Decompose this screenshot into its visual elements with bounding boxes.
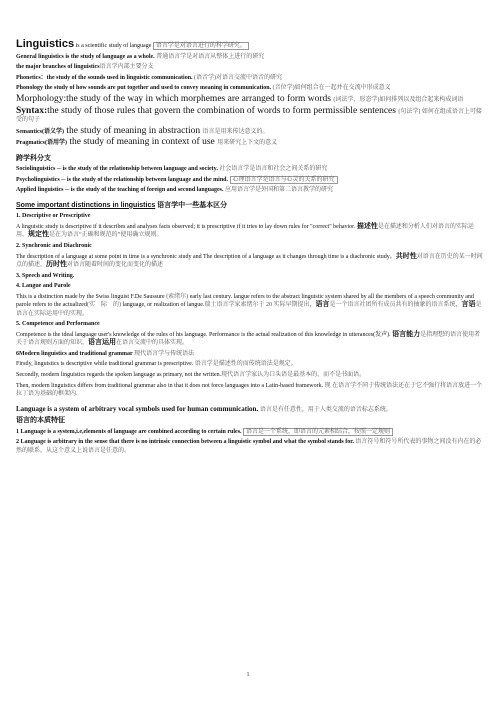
definition-syntax [16,107,484,125]
text-zh-bold: 历时性 [46,260,68,268]
text-zh: 语言是一个系统，即语言的元素相结合，按照一定规则 [243,428,393,436]
text-zh: 瑞士语言学家索绪尔于 20 实际早期提出， [204,302,316,309]
paragraph-synchronic [16,253,484,270]
paragraph-firstly [16,360,484,368]
text-zh-bold: 语言 [315,301,330,309]
text-zh-bold: 描述性 [356,222,378,230]
paragraph-descriptive [16,223,484,240]
text-zh: (音位学)如何组合在一起并在交流中形成意义 [272,85,391,92]
text-zh: 应用语言学是外国和第二语言教学的研究 [225,187,334,194]
distinctions-heading [16,202,484,210]
text-zh: 语言学是描述性的而传统语法是规定。 [194,361,297,368]
text-en: Psycholinguistics ─ is the study of the relationship between language and the mind. [16,176,230,183]
text-zh-bold: 语言运用 [88,339,117,347]
language-features-heading: 语言的本质特征 [16,416,65,424]
definition-psycholinguistics [16,176,484,184]
term-semantics: Semantics [16,128,42,135]
text-en: Phonetics：the study of the sounds used in linguistic communication. [16,74,195,81]
text-en: Language is a system of arbitrary vocal symbols used for human communication. [16,405,260,414]
text-en: is a scientific study of language [74,43,153,49]
definition-semantics [16,127,484,136]
text-en: Secondly, modern linguistics regards the spoken language as primary, not the written. [16,371,222,378]
text-zh: 普通语言学是对语言从整体上进行的研究 [156,53,265,60]
interdisciplinary-heading: 跨学科分支 [16,154,51,162]
text-en: The description of a language at some point in time is a synchronic study and The description of a language as it changes through time is a diachronic study。 [16,253,396,260]
text-en: the study of meaning in abstraction [64,125,203,136]
definition-phonetics [16,74,484,82]
text-en: 6Modern linguistics and traditional grammar [16,350,133,357]
definition-phonology [16,84,484,92]
text-en: Then, modern linguistics differs from traditional grammar also in that it does not force languages into a Latin-based framework. [16,382,325,389]
text-en: This is a distinction made by the Swiss linguist F.De Saussure [16,293,167,300]
term-linguistics: Linguistics [16,38,75,50]
text-zh: 语言是有任意性，用于人类交流的语音标志系统。 [259,407,392,414]
text-en: the major branches of linguistics [16,64,100,71]
term-pragmatics: Pragmatics [16,140,45,147]
paragraph-then [16,382,484,399]
definition-language [16,405,484,414]
text-en: Firstly, linguistics is descriptive while traditional grammar is prescriptive. [16,361,195,368]
term-syntax: Syntax: [16,105,48,116]
text-zh: 是指理想的语言使用者关于语言规则方面的知识， [16,331,481,347]
section-descriptive-prescriptive: 1. Descriptive or Prescriptive [16,213,91,220]
definition-applied-linguistics [16,186,484,194]
text-zh-bold: 共时性 [395,252,417,260]
document-page [16,40,484,457]
text-zh: 对语言随着时间的变化而变化的描述 [67,261,164,268]
text-zh: 是在描述和分析人们对语言的实际运用， [16,223,474,239]
text-zh: (语用学) [45,140,67,147]
text-zh-bold: 规定性 [28,231,50,239]
text-en: Sociolinguistics ─ is the study of the relationship between language and society. [16,166,220,173]
text-en: General linguistics is the study of language as a whole. [16,53,157,60]
text-en: the study of meaning in context of use [67,137,218,148]
text-zh-bold: 言语 [461,301,476,309]
branches-heading [16,63,484,71]
text-en: 1 Language is a system,i.e,elements of language are combined according to certain rules. [16,428,244,435]
text-en: Morphology:the study of the way in which morphemes are arranged to form words [16,93,334,104]
text-zh: 语言是用来传达意义的。 [202,128,269,135]
definition-morphology [16,95,484,104]
text-zh: 在语言交流中的具体实现。 [116,340,189,347]
text-en: A linguistic study is descriptive if it describes and analyses facts observed; it is prescriptive if it tries to lay down rules for "correct" behavior. [16,223,357,230]
text-zh: (实 际 的) [86,302,121,309]
text-zh: 现 在语言学不同于传统语法还在于它不强行将语言放进一个拉丁语为基础的框架内. [16,382,483,397]
text-zh: (索绪尔) [166,293,189,300]
section-langue-parole: 4. Langue and Parole [16,283,71,290]
text-zh: 语言学是对语言进行的科学研究。 [153,42,249,50]
text-en: the study of those rules that govern the combination of words to form permissible sentences [47,105,399,116]
section-speech-writing: 3. Speech and Writing. [16,272,75,279]
text-en: early last century. langue refers to the abstract linguistic system shared by all the members of a speech community and parole refers to the actualized [16,293,474,309]
text-zh: 是一个语言社团所有成员共有的抽象的语言系统， [329,302,462,309]
text-zh: 用来研究上下文的意义 [217,140,278,147]
paragraph-competence [16,331,484,348]
definition-linguistics [16,40,484,50]
text-en: Competence is the ideal language user's knowledge of the rules of his language. Performance is the actual realization of this knowledge in utterances(发声). [16,331,393,338]
section-modern-traditional [16,350,484,358]
text-zh: (句法学) 如何在组成语言上可接受的句子 [16,108,482,123]
feature-arbitrary [16,438,484,455]
paragraph-langue-parole [16,293,484,318]
text-zh: 语言符号和符号所代表的事物之间没有内在的必然的联系，从这个意义上说语言是任意的。 [16,439,482,454]
text-en: 2 Language is arbitrary in the sense that there is no intrinsic connection between a linguistic symbol and what the symbol stands for. [16,439,356,446]
text-zh: 是语言在实际运用中的实现。 [16,302,482,317]
text-en: Some important distinctions in linguistics [16,201,156,209]
text-zh-bold: 语言能力 [392,330,421,338]
text-zh: (语义学) [42,128,64,135]
text-zh: 社会语言学是语言和社会之间关系的研究 [219,166,328,173]
definition-general-linguistics [16,53,484,61]
section-competence-performance: 5. Competence and Performance [16,321,100,328]
text-zh: (词法学、形态学)如何排列以及组合起来构成词语 [333,96,464,103]
definition-sociolinguistics [16,165,484,173]
text-zh: (语音学)对语言交流中语音的研究 [194,74,283,81]
text-en: Phonology the study of how sounds are put together and used to convey meaning in communication. [16,85,273,92]
text-zh: 语言学中一些基本区分 [155,201,228,209]
text-zh: 心理语言学是语言与心灵的关系的研究 [230,176,338,184]
page-number: 1 [246,672,250,678]
text-zh: 现代语言学与传统语法 [132,350,195,357]
section-synchronic-diachronic: 2. Synchronic and Diachronic [16,242,92,249]
text-zh: 现代语言学家认为口头语是最基本的，而不是书面语。 [221,371,366,378]
definition-pragmatics [16,138,484,147]
text-zh: 对语言在历史的某一时间点的描述， [16,253,483,268]
text-zh: 是在为语言“正确和规范的”使用确立规则。 [49,232,163,239]
text-en: Applied linguistics ─ is the study of the teaching of foreign and second languages. [16,187,225,194]
text-zh: 语言学内部主要分支 [99,64,154,71]
text-en: language, or realization of langue. [120,302,205,309]
feature-system [16,428,484,436]
paragraph-secondly [16,371,484,379]
